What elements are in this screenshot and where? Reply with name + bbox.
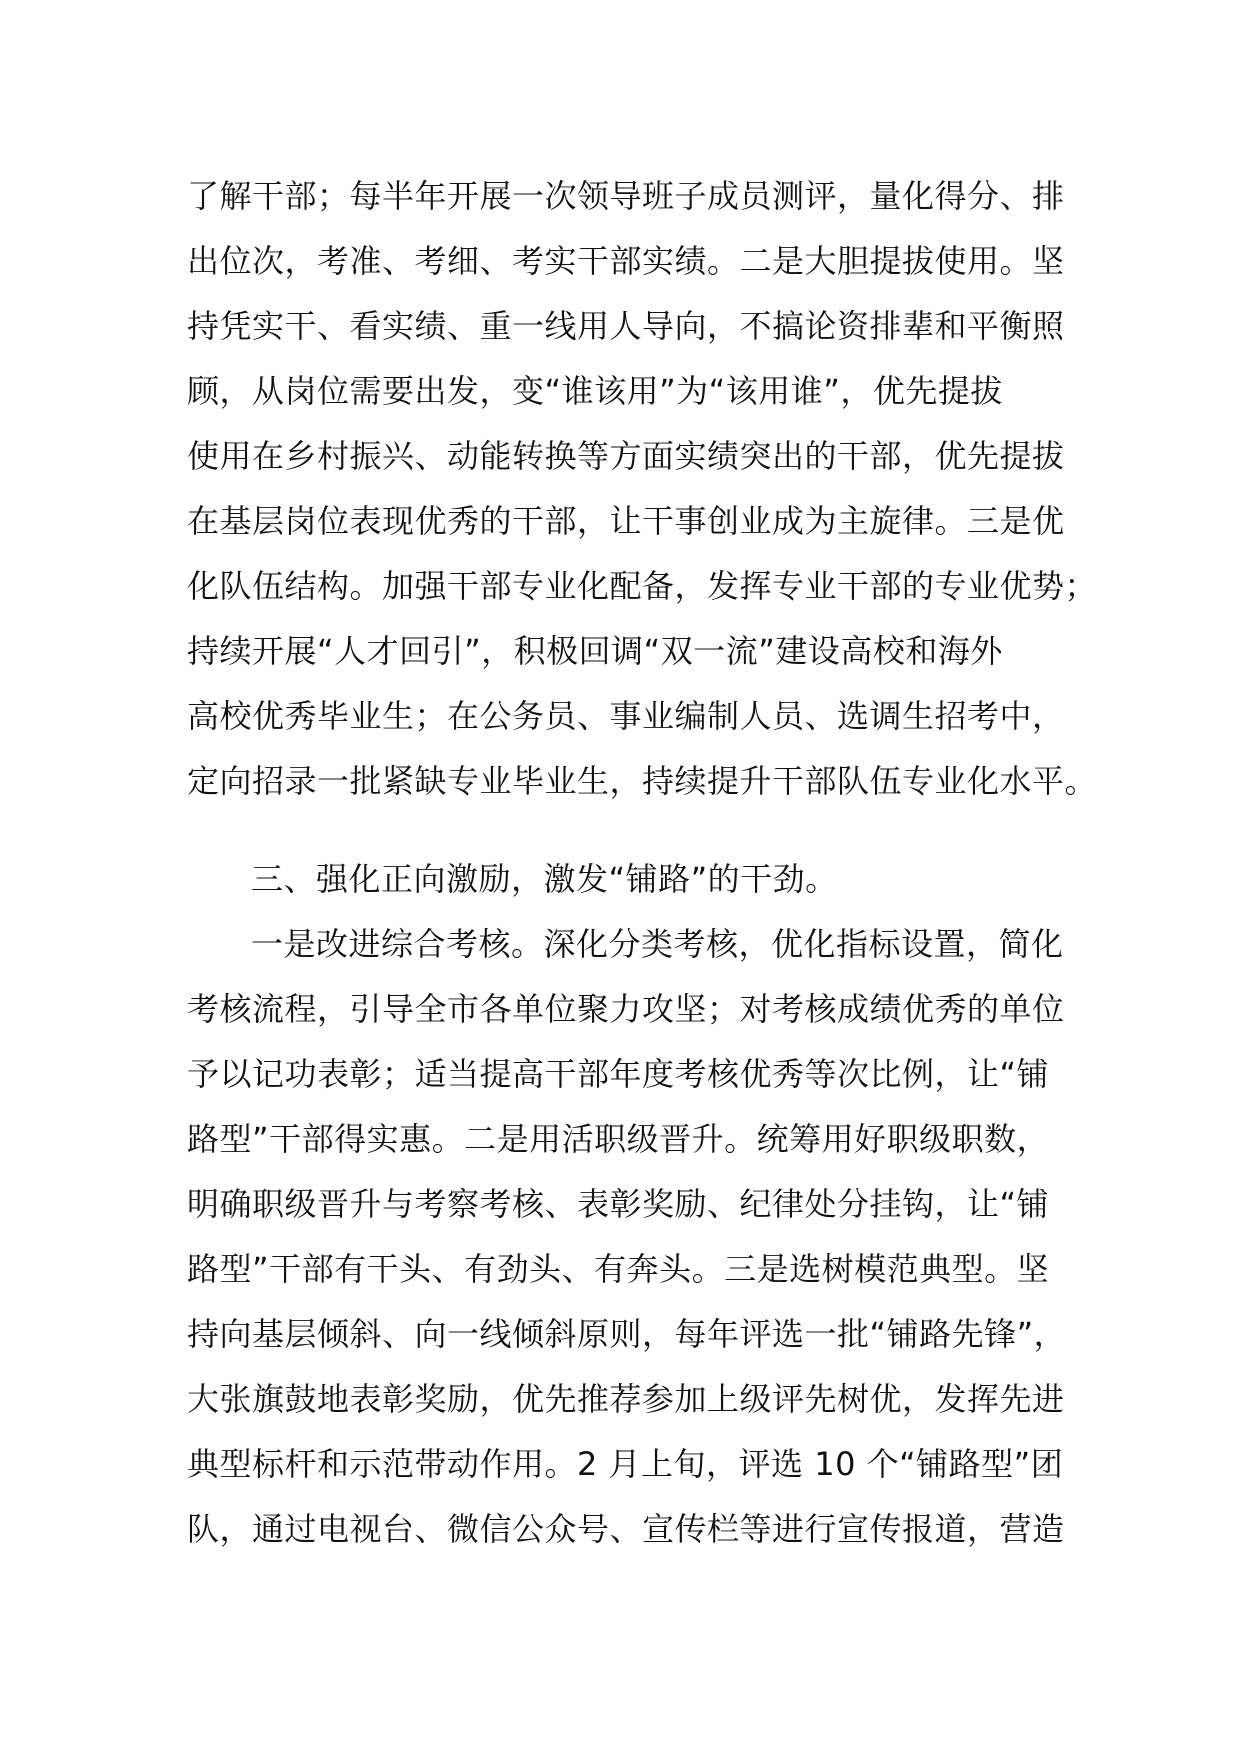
text-line: 一是改进综合考核。深化分类考核，优化指标设置，简化 bbox=[251, 925, 1064, 963]
text-line: 化队伍结构。加强干部专业化配备，发挥专业干部的专业优势； bbox=[187, 567, 1098, 605]
text-line: 出位次，考准、考细、考实干部实绩。二是大胆提拔使用。坚 bbox=[187, 242, 1065, 280]
text-line: 队，通过电视台、微信公众号、宣传栏等进行宣传报道，营造 bbox=[187, 1510, 1065, 1548]
text-line: 持凭实干、看实绩、重一线用人导向，不搞论资排辈和平衡照 bbox=[187, 307, 1065, 345]
text-line: 了解干部；每半年开展一次领导班子成员测评，量化得分、排 bbox=[187, 177, 1065, 215]
text-line: 定向招录一批紧缺专业毕业生，持续提升干部队伍专业化水平。 bbox=[187, 762, 1098, 800]
paragraph-continued bbox=[187, 164, 1098, 814]
text-line: 顾，从岗位需要出发，变“谁该用”为“该用谁”，优先提拔 bbox=[187, 372, 1003, 410]
text-line: 予以记功表彰；适当提高干部年度考核优秀等次比例，让“铺 bbox=[187, 1055, 1050, 1093]
text-line: 路型”干部有干头、有劲头、有奔头。三是选树模范典型。坚 bbox=[187, 1250, 1050, 1288]
text-line: 使用在乡村振兴、动能转换等方面实绩突出的干部，优先提拔 bbox=[187, 437, 1065, 475]
text-line: 大张旗鼓地表彰奖励，优先推荐参加上级评先树优，发挥先进 bbox=[187, 1380, 1065, 1418]
text-line: 典型标杆和示范带动作用。2 月上旬，评选 10 个“铺路型”团 bbox=[187, 1445, 1064, 1483]
text-line: 明确职级晋升与考察考核、表彰奖励、纪律处分挂钩，让“铺 bbox=[187, 1185, 1050, 1223]
text-line: 考核流程，引导全市各单位聚力攻坚；对考核成绩优秀的单位 bbox=[187, 990, 1065, 1028]
text-line: 持向基层倾斜、向一线倾斜原则，每年评选一批“铺路先锋”， bbox=[187, 1315, 1067, 1353]
text-line: 路型”干部得实惠。二是用活职级晋升。统筹用好职级职数， bbox=[187, 1120, 1050, 1158]
text-line: 高校优秀毕业生；在公务员、事业编制人员、选调生招考中， bbox=[187, 697, 1065, 735]
text-line: 在基层岗位表现优秀的干部，让干事创业成为主旋律。三是优 bbox=[187, 502, 1065, 540]
section-heading: 三、强化正向激励，激发“铺路”的干劲。 bbox=[251, 860, 838, 898]
text-line: 持续开展“人才回引”，积极回调“双一流”建设高校和海外 bbox=[187, 632, 1003, 670]
section-three bbox=[187, 847, 1087, 1562]
